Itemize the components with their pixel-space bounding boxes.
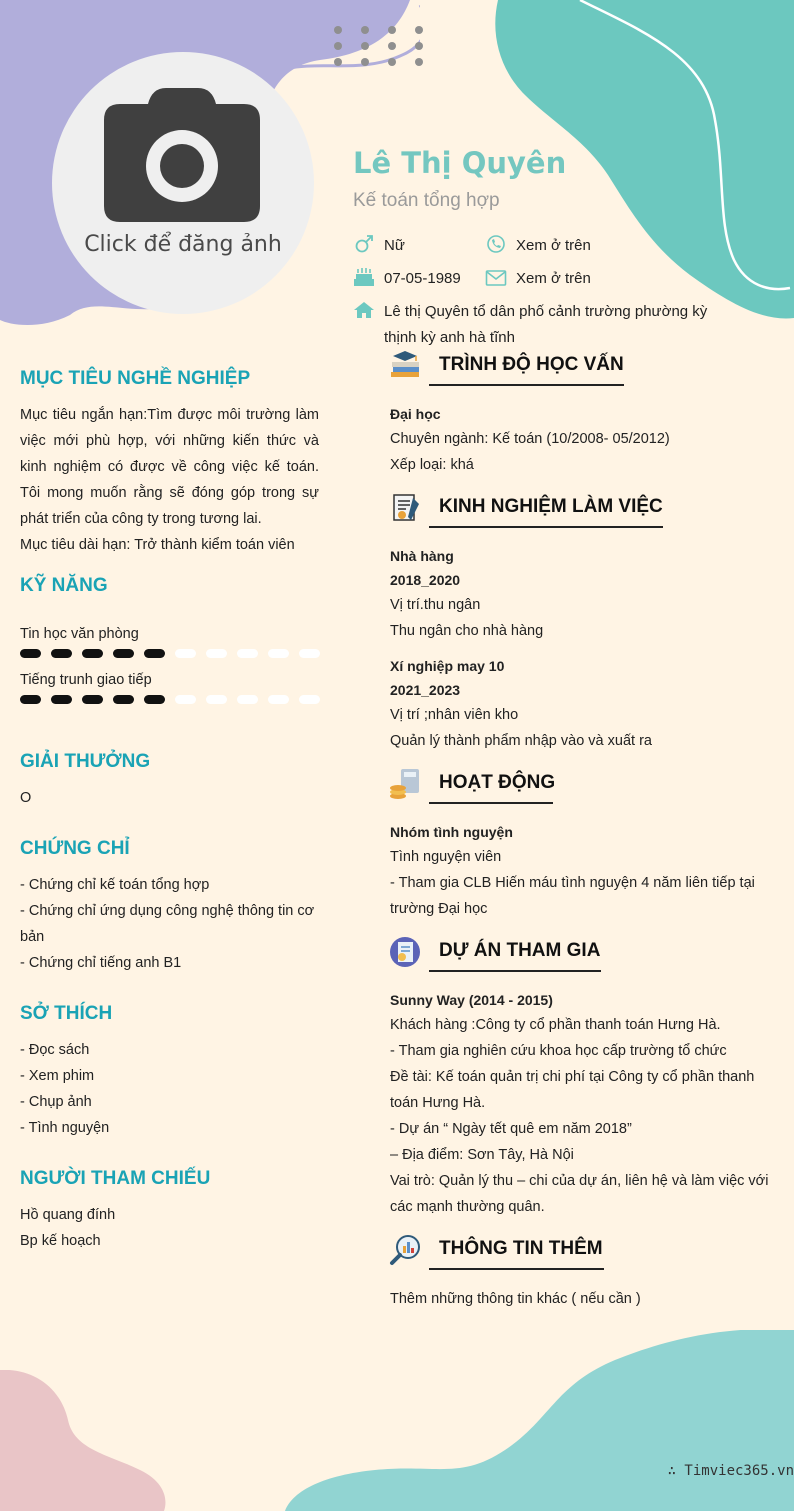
list-item: - Chụp ảnh <box>20 1094 92 1110</box>
home-icon <box>353 300 375 320</box>
pink-blob-decoration <box>0 1370 170 1511</box>
section-title-certificates: CHỨNG CHỈ <box>20 838 130 859</box>
list-item: - Tình nguyện <box>20 1120 110 1136</box>
section-underline <box>429 802 553 804</box>
experience-job <box>390 654 770 754</box>
skill-dot-empty <box>175 695 196 704</box>
project-line: Khách hàng :Công ty cổ phần thanh toán Hưng Hà. <box>390 1017 721 1033</box>
section-title-more-info: THÔNG TIN THÊM <box>439 1238 603 1259</box>
skill-dot-empty <box>237 649 258 658</box>
section-underline <box>429 970 601 972</box>
skill-name: Tin học văn phòng <box>20 626 139 642</box>
skill-rating <box>20 649 320 658</box>
job-description: Thu ngân cho nhà hàng <box>390 623 544 639</box>
dot-grid-decoration <box>330 24 430 70</box>
camera-icon <box>104 88 260 228</box>
section-underline <box>429 384 624 386</box>
hobby-list <box>20 1037 319 1141</box>
skill-dot-empty <box>206 649 227 658</box>
activity-role: Tình nguyện viên <box>390 849 502 865</box>
project-line: Đề tài: Kế toán quản trị chi phí tại Công ty cổ phần thanh toán Hưng Hà. <box>390 1069 755 1111</box>
certificate-list <box>20 872 319 976</box>
list-item: - Chứng chỉ tiếng anh B1 <box>20 955 182 971</box>
project-line: – Địa điểm: Sơn Tây, Hà Nội <box>390 1147 574 1163</box>
more-info-text: Thêm những thông tin khác ( nếu cần ) <box>390 1291 641 1307</box>
project-name: Sunny Way (2014 - 2015) <box>390 992 553 1008</box>
awards-text: O <box>20 790 32 806</box>
section-title-projects: DỰ ÁN THAM GIA <box>439 940 601 961</box>
section-title-references: NGƯỜI THAM CHIẾU <box>20 1168 211 1189</box>
school-name: Đại học <box>390 406 441 422</box>
job-period: 2018_2020 <box>390 572 461 588</box>
gender-value: Nữ <box>384 237 405 254</box>
email-icon <box>485 268 507 288</box>
address-line-1: Lê thị Quyên tổ dân phố cảnh trường phường kỳ <box>384 303 708 320</box>
skill-rating <box>20 695 320 704</box>
project-clipboard-icon <box>389 936 423 968</box>
experience-certificate-icon <box>389 492 423 524</box>
project-details <box>390 988 770 1220</box>
job-position: Vị trí.thu ngân <box>390 597 481 613</box>
activity-details <box>390 820 770 922</box>
project-line: - Dự án “ Ngày tết quê em năm 2018” <box>390 1121 632 1137</box>
project-line: Vai trò: Quản lý thu – chi của dự án, liên hệ và làm việc với các mạnh thường quân. <box>390 1173 769 1215</box>
skill-dot-filled <box>82 695 103 704</box>
objective-short-term: Mục tiêu ngắn hạn:Tìm được môi trường làm việc mới phù hợp, với những kiến thức và kinh nghiệm có được về công việc kế toán. Tôi mong muốn rằng sẽ đóng góp trong sự phát triển của công ty trong tương lai. <box>20 407 319 527</box>
gender-icon <box>353 235 375 255</box>
address-value <box>384 299 714 351</box>
skill-dot-filled <box>51 649 72 658</box>
skill-name: Tiếng trunh giao tiếp <box>20 672 152 688</box>
section-title-education: TRÌNH ĐỘ HỌC VẤN <box>439 354 624 375</box>
avatar-upload-caption: Click để đăng ảnh <box>84 232 282 257</box>
section-title-objective: MỤC TIÊU NGHỀ NGHIỆP <box>20 368 251 389</box>
job-title: Kế toán tổng hợp <box>353 190 500 211</box>
section-title-activities: HOẠT ĐỘNG <box>439 772 556 793</box>
skill-dot-filled <box>144 649 165 658</box>
education-grade: Xếp loại: khá <box>390 457 474 473</box>
job-company: Xí nghiệp may 10 <box>390 658 505 674</box>
project-line: - Tham gia nghiên cứu khoa học cấp trường tổ chức <box>390 1043 727 1059</box>
list-item: - Xem phim <box>20 1068 95 1084</box>
phone-icon <box>485 234 507 254</box>
experience-job <box>390 544 770 644</box>
section-underline <box>429 526 663 528</box>
birthday-value: 07-05-1989 <box>384 270 461 287</box>
skill-dot-empty <box>299 695 320 704</box>
skill-dot-filled <box>20 649 41 658</box>
section-underline <box>429 1268 604 1270</box>
skill-dot-filled <box>82 649 103 658</box>
list-item: Hồ quang đính <box>20 1207 116 1223</box>
objective-long-term: Mục tiêu dài hạn: Trở thành kiểm toán viên <box>20 537 295 553</box>
activity-description: - Tham gia CLB Hiến máu tình nguyện 4 năm liên tiếp tại trường Đại học <box>390 875 755 917</box>
education-major: Chuyên ngành: Kế toán (10/2008- 05/2012) <box>390 431 670 447</box>
section-title-skills: KỸ NĂNG <box>20 575 108 596</box>
skill-dot-filled <box>113 649 134 658</box>
avatar-upload[interactable] <box>52 52 314 314</box>
education-details <box>390 402 770 478</box>
address-line-2: thịnh kỳ anh hà tĩnh <box>384 329 515 346</box>
reference-list <box>20 1202 319 1254</box>
list-item: Bp kế hoạch <box>20 1233 101 1249</box>
skill-dot-filled <box>113 695 134 704</box>
magnifier-chart-icon <box>389 1234 423 1266</box>
skill-dot-filled <box>20 695 41 704</box>
job-period: 2021_2023 <box>390 682 461 698</box>
section-title-experience: KINH NGHIỆM LÀM VIỆC <box>439 496 663 517</box>
skill-dot-empty <box>268 695 289 704</box>
job-description: Quản lý thành phẩm nhập vào và xuất ra <box>390 733 652 749</box>
phone-value: Xem ở trên <box>516 237 591 254</box>
skill-dot-filled <box>144 695 165 704</box>
section-title-hobbies: SỞ THÍCH <box>20 1003 113 1024</box>
coins-calculator-icon <box>389 768 423 800</box>
skill-dot-empty <box>206 695 227 704</box>
candidate-name: Lê Thị Quyên <box>353 146 567 180</box>
skill-dot-empty <box>299 649 320 658</box>
list-item: - Chứng chỉ ứng dụng công nghệ thông tin cơ bản <box>20 903 315 945</box>
skill-dot-empty <box>237 695 258 704</box>
skill-dot-empty <box>268 649 289 658</box>
graduation-books-icon <box>389 350 423 382</box>
footer-brand: ∴ Timviec365.vn <box>667 1463 794 1479</box>
list-item: - Đọc sách <box>20 1042 90 1058</box>
birthday-cake-icon <box>353 267 375 287</box>
skill-dot-filled <box>51 695 72 704</box>
email-value: Xem ở trên <box>516 270 591 287</box>
job-position: Vị trí ;nhân viên kho <box>390 707 519 723</box>
skill-dot-empty <box>175 649 196 658</box>
activity-organization: Nhóm tình nguyện <box>390 824 513 840</box>
teal-bottom-blob-decoration <box>285 1330 794 1511</box>
job-company: Nhà hàng <box>390 548 454 564</box>
list-item: - Chứng chỉ kế toán tổng hợp <box>20 877 210 893</box>
section-title-awards: GIẢI THƯỞNG <box>20 751 151 772</box>
